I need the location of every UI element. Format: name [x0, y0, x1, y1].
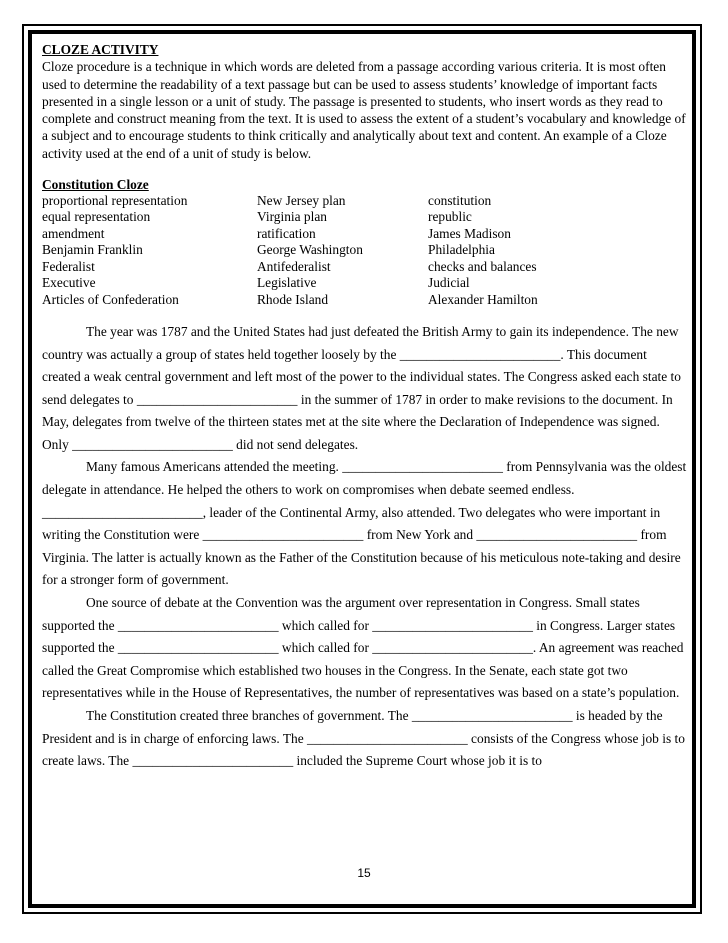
- word-bank-item: republic: [428, 209, 472, 225]
- word-bank-item: Virginia plan: [257, 209, 327, 225]
- passage-paragraph-3: One source of debate at the Convention was the argument over representation in Congress. Small states supported the ________________________ which called for ________________________ in Congress. Larger states supported the ________________________ which called for ________________________. An agreement was reached called the Great Compromise which established two houses in the Congress. In the Senate, each state got two representatives while in the House of Representatives, the number of representatives was based on a state’s population.: [42, 595, 684, 701]
- word-bank-item: Judicial: [428, 275, 470, 291]
- passage-paragraph-4: The Constitution created three branches of government. The ________________________ is headed by the President and is in charge of enforcing laws. The ________________________ consists of the Congress whose job is to create laws. The ________________________ included the Supreme Court whose job it is to: [42, 708, 685, 769]
- cloze-title: Constitution Cloze: [42, 177, 149, 193]
- intro-text: Cloze procedure is a technique in which words are deleted from a passage according various criteria. It is most often used to determine the readability of a text passage but can be used to assess students’ knowledge of important facts presented in a single lesson or a unit of study. The passage is presented to students, who insert words as they read to complete and construct meaning from the text. It is used to assess the extent of a student’s vocabulary and knowledge of a subject and to encourage students to think critically and analytically about text and content. An example of a Cloze activity used at the end of a unit of study is below.: [42, 59, 686, 161]
- word-bank-item: Philadelphia: [428, 242, 495, 258]
- word-bank: [42, 193, 688, 308]
- word-bank-item: checks and balances: [428, 258, 537, 274]
- word-bank-item: Articles of Confederation: [42, 291, 179, 307]
- word-bank-item: Alexander Hamilton: [428, 291, 538, 307]
- word-bank-item: equal representation: [42, 209, 151, 225]
- page-content: [42, 41, 688, 773]
- intro-paragraph: [42, 41, 688, 162]
- word-bank-item: New Jersey plan: [257, 193, 346, 209]
- word-bank-item: constitution: [428, 193, 492, 209]
- word-bank-item: proportional representation: [42, 193, 188, 209]
- passage-paragraph-2: Many famous Americans attended the meeting. ________________________ from Pennsylvania was the oldest delegate in attendance. He helped the others to work on compromises when debate seemed endless. ________________________, leader of the Continental Army, also attended. Two delegates who were important in writing the Constitution were ________________________ from New York and ________________________ from Virginia. The latter is actually known as the Father of the Constitution because of his meticulous note-taking and desire for a stronger form of government.: [42, 459, 687, 588]
- word-bank-item: amendment: [42, 225, 105, 241]
- word-bank-item: Executive: [42, 275, 96, 291]
- word-bank-item: Legislative: [257, 275, 317, 291]
- word-bank-item: Antifederalist: [257, 258, 331, 274]
- passage-paragraph-1: The year was 1787 and the United States had just defeated the British Army to gain its independence. The new country was actually a group of states held together loosely by the ________________________. This document created a weak central government and left most of the power to the individual states. The Congress asked each state to send delegates to ________________________ in the summer of 1787 in order to make revisions to the document. In May, delegates from twelve of the thirteen states met at the site where the Declaration of Independence was signed. Only ________________________ did not send delegates.: [42, 323, 681, 452]
- word-bank-item: Benjamin Franklin: [42, 242, 143, 258]
- word-bank-item: George Washington: [257, 242, 363, 258]
- word-bank-item: James Madison: [428, 225, 511, 241]
- word-bank-item: Federalist: [42, 258, 95, 274]
- cloze-passage: [42, 321, 688, 773]
- section-heading: CLOZE ACTIVITY: [42, 42, 159, 57]
- page-number: 15: [357, 866, 371, 880]
- word-bank-item: Rhode Island: [257, 291, 329, 307]
- word-bank-item: ratification: [257, 225, 316, 241]
